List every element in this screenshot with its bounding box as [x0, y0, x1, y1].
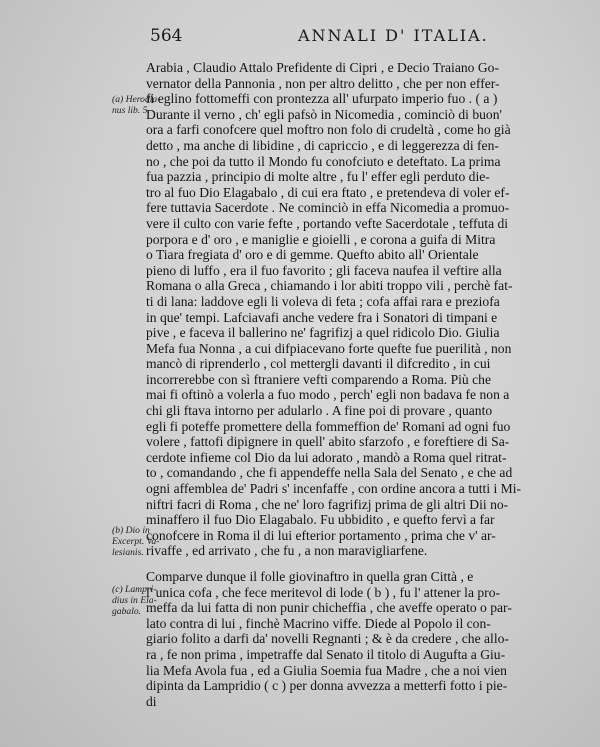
text-line: minaffero il fuo Dio Elagabalo. Fu ubbidito , e quefto fervì a far: [146, 512, 495, 528]
text-line: pieno di luffo , era il fuo favorito ; gli faceva naufea il veftire alla: [146, 262, 502, 278]
text-line: giario folito a darfi da' novelli Regnanti ; & è da credere , che allo-: [146, 631, 509, 647]
paragraph-gap: [146, 559, 580, 569]
page-header: [150, 26, 580, 50]
text-line: Comparve dunque il folle giovinaftro in quella gran Città , e: [146, 569, 474, 584]
paragraph-2: [146, 569, 580, 709]
text-line: di: [146, 693, 157, 709]
text-line: vere il culto con varie fefte , portando vefte Sacerdotale , teffuta di: [146, 215, 509, 231]
text-line: chi gli ftava intorno per adularlo . A fine poi di provare , quanto: [146, 403, 493, 419]
text-line: dipinta da Lampridio ( c ) per donna avvezza a metterfi fotto i pie-: [146, 678, 508, 694]
text-line: niftri facri di Roma , che ne' loro fagrifizj prima de gli altri Dii no-: [146, 496, 509, 512]
text-line: volere , fattofi dipignere in quell' abito sfarzofo , e foreftiere di Sa-: [146, 434, 510, 450]
text-line: lato contra di lui , finchè Macrino viffe. Diede al Popolo il con-: [146, 615, 491, 631]
text-line: fi eglino fottomeffi con prontezza all' ufurpato imperio fuo . ( a ): [146, 91, 498, 107]
text-line: in que' tempi. Lafciavafi anche vedere fra i Sonatori di timpani e: [146, 309, 498, 325]
text-line: conofcere in Roma il di lui efterior portamento , prima che v' ar-: [146, 527, 496, 543]
text-line: ti di lana: laddove egli li voleva di feta ; cofa affai rara e preziofa: [146, 293, 500, 309]
text-line: vernator della Pannonia , non per altro delitto , che per non effer-: [146, 75, 500, 91]
text-line: fua pazzia , principio di molte altre , fu l' effer egli perduto die-: [146, 169, 490, 185]
running-title: ANNALI D' ITALIA.: [298, 26, 489, 45]
text-line: incorrerebbe con sì ftraniere vefti comparendo a Roma. Più che: [146, 371, 491, 387]
paragraph-1: [146, 60, 580, 559]
text-line: Durante il verno , ch' egli pafsò in Nicomedia , cominciò di buon': [146, 106, 502, 122]
text-line: mancò di riprenderlo , col mettergli davanti il difcredito , in cui: [146, 356, 491, 372]
text-line: tro al fuo Dio Elagabalo , di cui era ftato , e pretendeva di voler ef-: [146, 184, 510, 200]
margin-note-c: (c) Lampri-dius in Ela-gabalo.: [112, 584, 157, 617]
text-line: ogni affemblea de' Padri s' incenfaffe , con ordine ancora a tutti i Mi-: [146, 481, 522, 497]
text-line: Arabia , Claudio Attalo Prefidente di Cipri , e Decio Traiano Go-: [146, 60, 499, 75]
text-line: Mefa fua Nonna , a cui difpiacevano forte quefte fue puerilità , non: [146, 340, 512, 356]
margin-note-a: (a) Herodia-nus lib. 5.: [112, 94, 161, 116]
text-line: lia Mefa Avola fua , ed a Giulia Soemia fua Madre , che a noi vien: [146, 662, 507, 678]
text-line: mai fi oftinò a volerla a fuo modo , perch' egli non badava fe non a: [146, 387, 510, 403]
body-text: [146, 60, 580, 709]
text-line: fere tuttavia Sacerdote . Ne cominciò in effa Nicomedia a promuo-: [146, 200, 510, 216]
text-line: ra , fe non prima , impetraffe dal Senato il titolo di Augufta a Giu-: [146, 646, 506, 662]
text-line: porpora e d' oro , e maniglie e gioielli , e corona a guifa di Mitra: [146, 231, 496, 247]
text-line: ora a farfi conofcere quel moftro non folo di crudeltà , come ho già: [146, 122, 511, 138]
margin-note-b: (b) Dio in Excerpt. Va-lesianis.: [112, 525, 160, 558]
text-line: l' unica cofa , che fece meritevol di lode ( b ) , fu l' attener la pro-: [146, 584, 501, 600]
text-line: cerdote infieme col Dio da lui adorato , mandò a Roma quel ritrat-: [146, 449, 507, 465]
text-line: meffa da lui fatta di non punir chicheffia , che aveffe operato o par-: [146, 600, 512, 616]
text-line: egli fi poteffe promettere della fommeffion de' Romani ad ogni fuo: [146, 418, 511, 434]
text-line: rivaffe , ed arrivato , che fu , a non maravigliarfene.: [146, 543, 428, 559]
text-line: detto , ma anche di libidine , di capriccio , e di leggerezza di fen-: [146, 137, 499, 153]
page-number: 564: [150, 26, 183, 46]
text-line: to , comandando , che fi appendeffe nella Sala del Senato , e che ad: [146, 465, 513, 481]
text-line: no , che poi da tutto il Mondo fu conofciuto e deteftato. La prima: [146, 153, 501, 169]
text-line: Romana o alla Greca , chiamando i lor abiti troppo vili , perchè fat-: [146, 278, 513, 294]
text-line: pive , e faceva il ballerino ne' fagrifizj a quel ridicolo Dio. Giulia: [146, 325, 500, 341]
text-line: o Tiara fregiata d' oro e di gemme. Quefto abito all' Orientale: [146, 247, 479, 263]
